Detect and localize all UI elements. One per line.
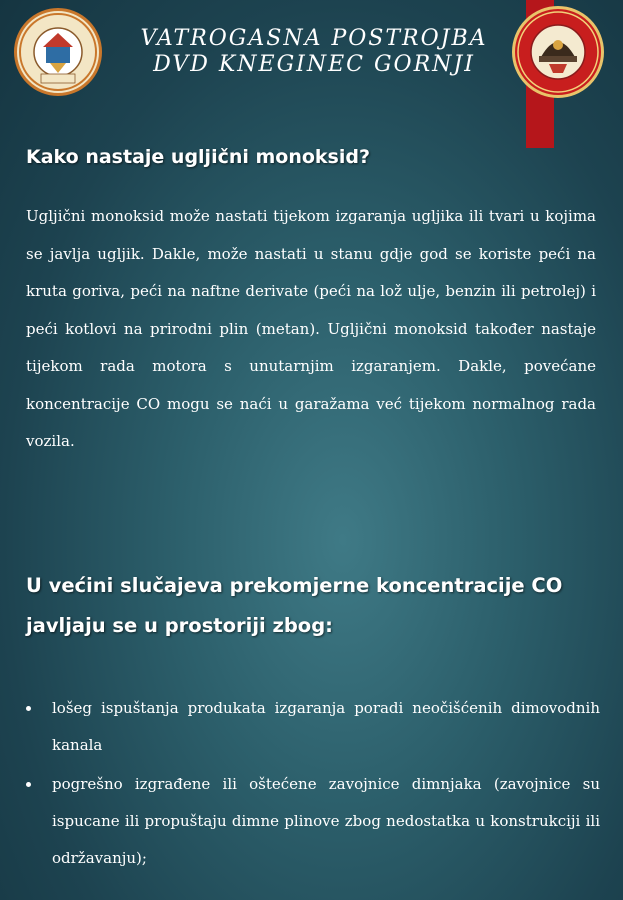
organization-title — [120, 26, 508, 78]
list-item-text: pogrešno izgrađene ili oštećene zavojnice dimnjaka (zavojnice su ispucane ili propuštaju dimne plinove zbog nedostatka u konstrukciji ili održavanju); — [52, 775, 600, 867]
section-heading-co-origin: Kako nastaje ugljični monoksid? — [26, 146, 371, 168]
dvd-emblem-icon — [14, 8, 102, 96]
org-title-line2: DVD KNEGINEC GORNJI — [153, 52, 475, 77]
header — [0, 0, 623, 110]
firefighter-helmet-emblem-icon — [512, 6, 604, 98]
bullet-dot-icon — [26, 706, 31, 711]
section-heading-co-causes: U većini slučajeva prekomjerne koncentracije CO javljaju se u prostoriji zbog: — [26, 574, 563, 637]
list-item-text: lošeg ispuštanja produkata izgaranja poradi neočišćenih dimovodnih kanala — [52, 699, 600, 754]
co-origin-paragraph: Ugljični monoksid može nastati tijekom izgaranja ugljika ili tvari u kojima se javlja ugljik. Dakle, može nastati u stanu gdje god se koriste peći na kruta goriva, peći na naftne derivate (peći na lož ulje, benzin ili petrolej) i peći kotlovi na prirodni plin (metan). Ugljični monoksid također nastaje tijekom rada motora s unutarnjim izgaranjem. Dakle, povećane koncentracije CO mogu se naći u garažama već tijekom normalnog rada vozila. — [26, 207, 596, 450]
bullet-dot-icon — [26, 782, 31, 787]
org-title-line1: VATROGASNA POSTROJBA — [140, 26, 488, 51]
